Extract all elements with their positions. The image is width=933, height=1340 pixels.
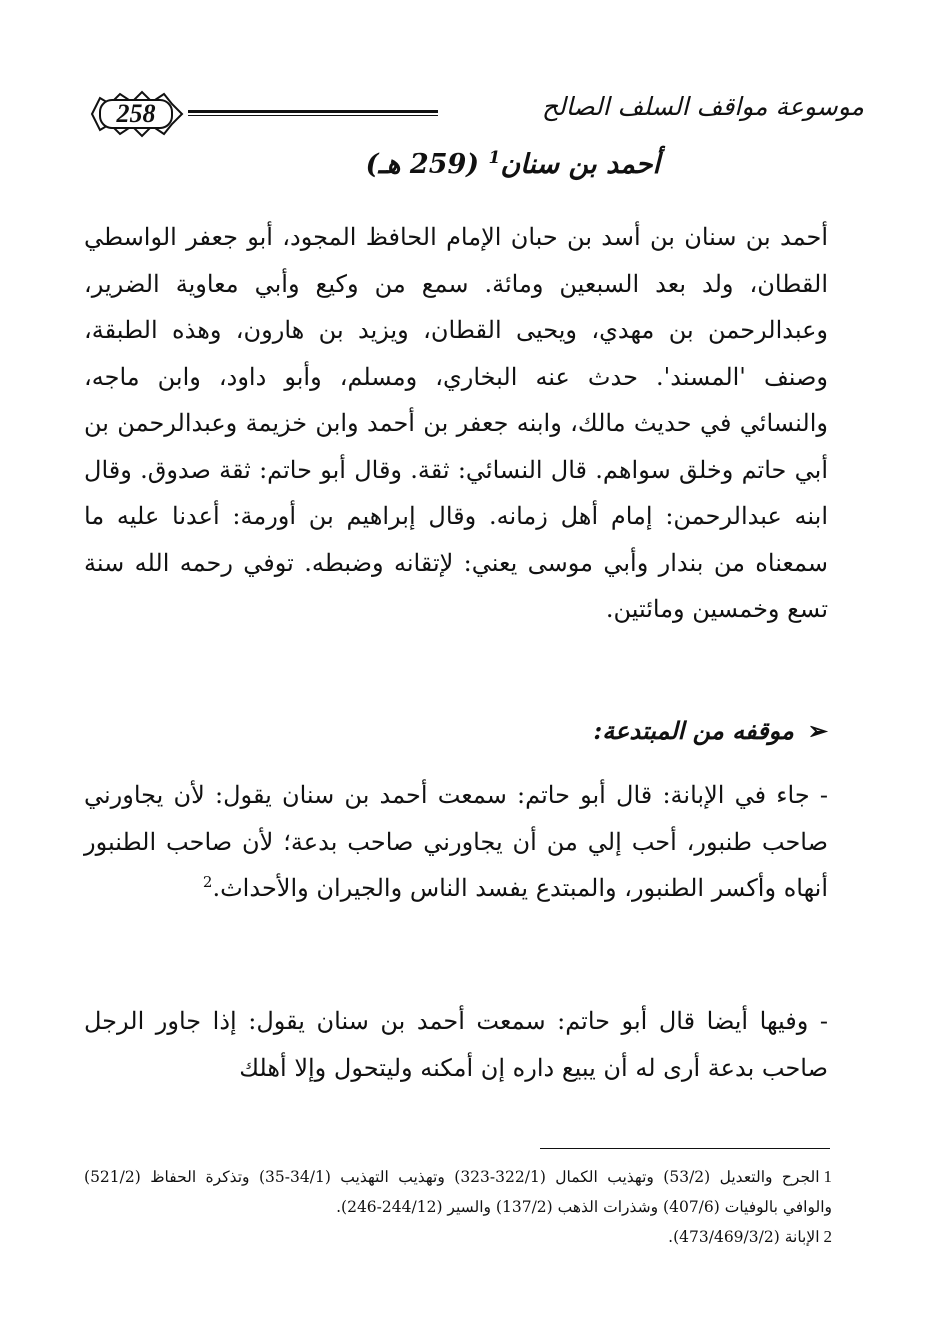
header-rule — [188, 110, 438, 116]
footnote-separator — [540, 1148, 830, 1149]
arrow-bullet-icon: ➢ — [807, 716, 828, 745]
running-header — [76, 88, 866, 148]
footnote-2-text: الإبانة (473/469/3/2). — [668, 1228, 820, 1246]
footnote-ref-2[interactable]: 2 — [202, 873, 213, 891]
footnote-2 — [84, 1222, 832, 1252]
footnote-1-text: الجرح والتعديل (53/2) وتهذيب الكمال (322/1-323) وتهذيب التهذيب (34/1-35) وتذكرة الحفاظ (521/2) والوافي بالوفيات (407/6) وشذرات الذهب (137/2) والسير (244/12-246). — [84, 1168, 832, 1216]
footnote-ref-1[interactable]: 1 — [488, 148, 501, 168]
entry-title — [200, 148, 660, 198]
entry-name: أحمد بن سنان — [500, 149, 660, 180]
section-heading — [84, 716, 828, 760]
footnotes — [84, 1162, 832, 1252]
section-heading-text: موقفه من المبتدعة: — [593, 716, 794, 745]
page-number-badge — [86, 90, 186, 138]
bio-text: أحمد بن سنان بن أسد بن حبان الإمام الحافظ المجود، أبو جعفر الواسطي القطان، ولد بعد السبعين ومائة. سمع من وكيع وأبي معاوية الضرير، وعبدالرحمن بن مهدي، ويحيى القطان، ويزيد بن هارون، وهذه الطبقة، وصنف 'المسند'. حدث عنه البخاري، ومسلم، وأبو داود، وابن ماجه، والنسائي في حديث مالك، وابنه جعفر بن أحمد وابن خزيمة وعبدالرحمن بن أبي حاتم وخلق سواهم. قال النسائي: ثقة. وقال أبو حاتم: ثقة صدوق. وقال ابنه عبدالرحمن: إمام أهل زمانه. وقال إبراهيم بن أورمة: أعدنا عليه ما سمعناه من بندار وأبي موسى يعني: لإتقانه وضبطه. توفي رحمه الله سنة تسع وخمسين ومائتين. — [84, 223, 828, 623]
quote-1-text: - جاء في الإبانة: قال أبو حاتم: سمعت أحمد بن سنان يقول: لأن يجاورني صاحب طنبور، أحب إلي من أن يجاورني صاحب بدعة؛ لأن صاحب الطنبور أنهاه وأكسر الطنبور، والمبتدع يفسد الناس والجيران والأحداث. — [84, 781, 828, 902]
page-number: 258 — [116, 99, 156, 128]
footnote-1-number: 1 — [823, 1167, 832, 1186]
entry-year: (259 هـ) — [365, 149, 480, 180]
footnote-1 — [84, 1162, 832, 1222]
quote-2-text: - وفيها أيضا قال أبو حاتم: سمعت أحمد بن سنان يقول: إذا جاور الرجل صاحب بدعة أرى له أن يبيع داره إن أمكنه وليتحول وإلا أهلك — [84, 1007, 828, 1082]
quote-paragraph-2 — [84, 998, 828, 1091]
quote-paragraph-1 — [84, 772, 828, 912]
running-title: موسوعة مواقف السلف الصالح — [541, 92, 864, 121]
bio-paragraph — [84, 214, 828, 633]
footnote-2-number: 2 — [823, 1227, 832, 1246]
